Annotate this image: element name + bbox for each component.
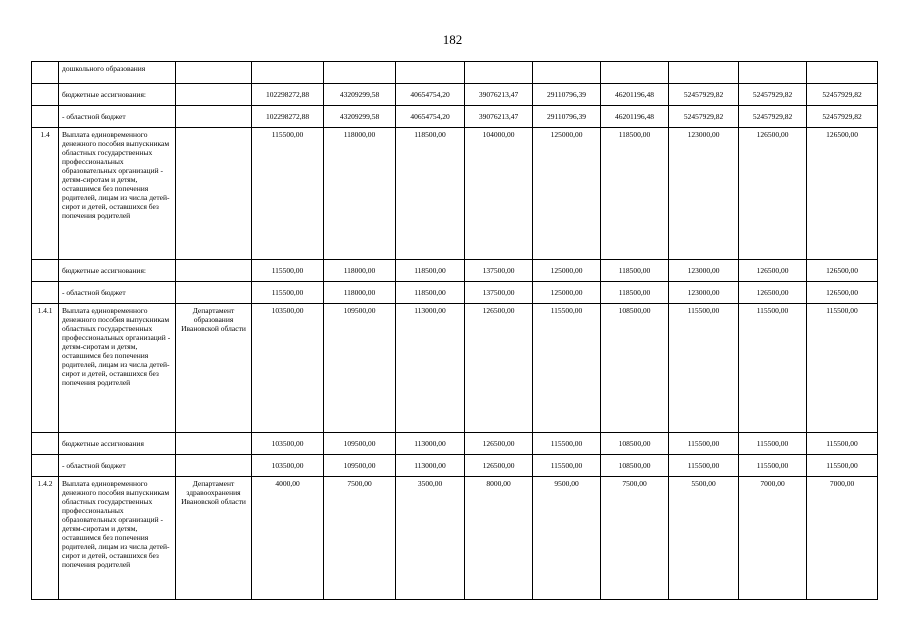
row-description-cell: бюджетные ассигнования [59, 433, 176, 455]
row-value-cell: 4000,00 [252, 477, 324, 600]
row-value-cell [807, 62, 878, 84]
table-row [32, 106, 878, 128]
row-description-cell: Выплата единовременного денежного пособия выпускникам областных государственных профессиональных образовательных организаций - детям-сиротам и детям, оставшимся без попечения родителей, лицам из числа детей-сирот и детей, оставшихся без попечения родителей [59, 128, 176, 260]
row-value-cell: 113000,00 [396, 433, 465, 455]
row-value-cell: 52457929,82 [739, 106, 807, 128]
row-value-cell: 103500,00 [252, 433, 324, 455]
row-value-cell: 125000,00 [533, 282, 601, 304]
row-code-cell: 1.4.2 [32, 477, 59, 600]
row-value-cell [252, 62, 324, 84]
row-value-cell: 8000,00 [465, 477, 533, 600]
row-value-cell: 115500,00 [739, 455, 807, 477]
row-value-cell: 3500,00 [396, 477, 465, 600]
row-responsible-cell [176, 106, 252, 128]
row-value-cell: 115500,00 [533, 455, 601, 477]
row-code-cell [32, 84, 59, 106]
row-code-cell [32, 433, 59, 455]
row-value-cell: 115500,00 [669, 304, 739, 433]
table-row [32, 260, 878, 282]
row-code-cell [32, 106, 59, 128]
row-description-cell: Выплата единовременного денежного пособия выпускникам областных государственных профессиональных образовательных организаций - детям-сиротам и детям, оставшимся без попечения родителей, лицам из числа детей-сирот и детей, оставшихся без попечения родителей [59, 477, 176, 600]
row-value-cell: 40654754,20 [396, 106, 465, 128]
row-value-cell: 118500,00 [601, 260, 669, 282]
row-value-cell: 115500,00 [533, 304, 601, 433]
row-value-cell [396, 62, 465, 84]
row-responsible-cell [176, 128, 252, 260]
row-value-cell: 118500,00 [601, 128, 669, 260]
row-value-cell: 115500,00 [669, 433, 739, 455]
row-value-cell: 126500,00 [465, 455, 533, 477]
row-value-cell: 7500,00 [601, 477, 669, 600]
row-value-cell: 115500,00 [252, 260, 324, 282]
row-value-cell: 115500,00 [252, 128, 324, 260]
row-responsible-cell [176, 260, 252, 282]
row-value-cell: 115500,00 [739, 304, 807, 433]
table-row [32, 84, 878, 106]
row-value-cell [324, 62, 396, 84]
row-code-cell [32, 260, 59, 282]
row-value-cell: 126500,00 [465, 304, 533, 433]
row-description-cell: дошкольного образования [59, 62, 176, 84]
row-value-cell: 46201196,48 [601, 84, 669, 106]
row-responsible-cell [176, 282, 252, 304]
row-value-cell: 137500,00 [465, 260, 533, 282]
row-value-cell: 108500,00 [601, 455, 669, 477]
row-value-cell: 115500,00 [807, 433, 878, 455]
row-code-cell [32, 62, 59, 84]
row-value-cell: 104000,00 [465, 128, 533, 260]
row-value-cell: 7000,00 [807, 477, 878, 600]
row-value-cell: 113000,00 [396, 455, 465, 477]
row-value-cell [739, 62, 807, 84]
row-responsible-cell [176, 62, 252, 84]
row-value-cell: 126500,00 [807, 282, 878, 304]
row-value-cell: 126500,00 [739, 260, 807, 282]
row-value-cell: 115500,00 [807, 304, 878, 433]
row-description-cell: Выплата единовременного денежного пособия выпускникам областных государственных профессиональных организаций - детям-сиротам и детям, оставшимся без попечения родителей, лицам из числа детей-сирот и детей, оставшихся без попечения родителей [59, 304, 176, 433]
row-description-cell: бюджетные ассигнования: [59, 260, 176, 282]
row-value-cell: 5500,00 [669, 477, 739, 600]
row-value-cell: 123000,00 [669, 282, 739, 304]
row-value-cell: 52457929,82 [669, 84, 739, 106]
row-value-cell: 118500,00 [396, 282, 465, 304]
row-value-cell: 123000,00 [669, 260, 739, 282]
row-value-cell: 137500,00 [465, 282, 533, 304]
row-value-cell: 118000,00 [324, 260, 396, 282]
row-value-cell [465, 62, 533, 84]
row-value-cell: 118000,00 [324, 128, 396, 260]
row-code-cell: 1.4.1 [32, 304, 59, 433]
row-code-cell: 1.4 [32, 128, 59, 260]
row-value-cell: 125000,00 [533, 260, 601, 282]
row-responsible-cell [176, 84, 252, 106]
row-value-cell: 118500,00 [396, 128, 465, 260]
table-row [32, 304, 878, 433]
row-value-cell: 126500,00 [807, 128, 878, 260]
row-value-cell: 7000,00 [739, 477, 807, 600]
row-code-cell [32, 282, 59, 304]
row-description-cell: - областной бюджет [59, 106, 176, 128]
row-value-cell: 108500,00 [601, 304, 669, 433]
row-value-cell: 29110796,39 [533, 84, 601, 106]
row-code-cell [32, 455, 59, 477]
table-row [32, 477, 878, 600]
row-value-cell: 52457929,82 [807, 84, 878, 106]
row-responsible-cell: Департамент образования Ивановской области [176, 304, 252, 433]
row-value-cell: 109500,00 [324, 433, 396, 455]
row-value-cell: 102298272,88 [252, 106, 324, 128]
row-responsible-cell: Департамент здравоохранения Ивановской области [176, 477, 252, 600]
row-value-cell: 126500,00 [739, 282, 807, 304]
row-value-cell [669, 62, 739, 84]
row-value-cell: 115500,00 [807, 455, 878, 477]
row-value-cell: 103500,00 [252, 455, 324, 477]
table-row [32, 62, 878, 84]
table-row [32, 433, 878, 455]
row-value-cell: 102298272,88 [252, 84, 324, 106]
row-value-cell: 126500,00 [465, 433, 533, 455]
row-value-cell: 115500,00 [533, 433, 601, 455]
row-value-cell: 118500,00 [396, 260, 465, 282]
row-value-cell: 39076213,47 [465, 106, 533, 128]
budget-table [31, 61, 878, 600]
row-value-cell [533, 62, 601, 84]
row-description-cell: - областной бюджет [59, 455, 176, 477]
table-row [32, 455, 878, 477]
row-value-cell: 40654754,20 [396, 84, 465, 106]
row-value-cell: 43209299,58 [324, 106, 396, 128]
row-responsible-cell [176, 433, 252, 455]
row-value-cell: 115500,00 [739, 433, 807, 455]
row-value-cell: 9500,00 [533, 477, 601, 600]
page-number: 182 [442, 32, 463, 47]
row-description-cell: бюджетные ассигнования: [59, 84, 176, 106]
row-value-cell: 43209299,58 [324, 84, 396, 106]
row-value-cell: 126500,00 [739, 128, 807, 260]
row-value-cell: 46201196,48 [601, 106, 669, 128]
table-row [32, 282, 878, 304]
row-value-cell: 39076213,47 [465, 84, 533, 106]
row-value-cell: 126500,00 [807, 260, 878, 282]
row-value-cell [601, 62, 669, 84]
table-row [32, 128, 878, 260]
row-value-cell: 109500,00 [324, 455, 396, 477]
row-value-cell: 29110796,39 [533, 106, 601, 128]
row-value-cell: 123000,00 [669, 128, 739, 260]
row-value-cell: 7500,00 [324, 477, 396, 600]
row-value-cell: 115500,00 [669, 455, 739, 477]
row-value-cell: 109500,00 [324, 304, 396, 433]
row-value-cell: 118500,00 [601, 282, 669, 304]
row-value-cell: 113000,00 [396, 304, 465, 433]
row-value-cell: 103500,00 [252, 304, 324, 433]
row-value-cell: 125000,00 [533, 128, 601, 260]
row-value-cell: 52457929,82 [739, 84, 807, 106]
row-value-cell: 108500,00 [601, 433, 669, 455]
row-value-cell: 52457929,82 [669, 106, 739, 128]
row-value-cell: 52457929,82 [807, 106, 878, 128]
row-value-cell: 118000,00 [324, 282, 396, 304]
row-value-cell: 115500,00 [252, 282, 324, 304]
row-description-cell: - областной бюджет [59, 282, 176, 304]
row-responsible-cell [176, 455, 252, 477]
